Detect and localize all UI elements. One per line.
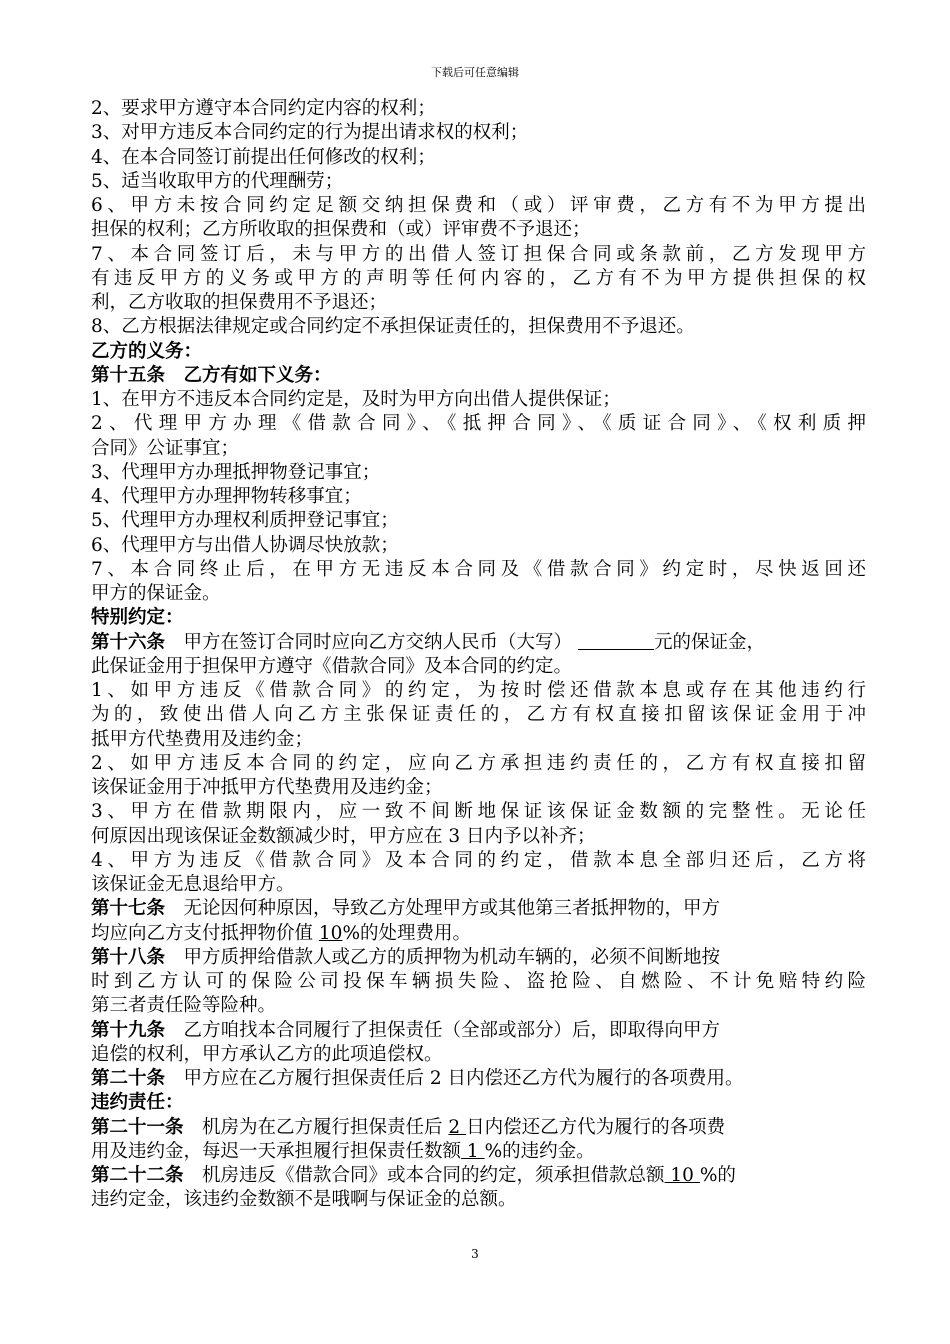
clause-line: [91, 922, 866, 946]
clause-line: 时到乙方认可的保险公司投保车辆损失险、盗抢险、自燃险、不计免赔特约险: [91, 971, 866, 992]
article-heading: 第十五条 乙方有如下义务：: [91, 364, 332, 386]
article-text: 元的保证金，: [654, 631, 766, 653]
clause-line: 有违反甲方的义务或甲方的声明等任何内容的，乙方有不为甲方提供担保的权: [91, 267, 866, 289]
clause-line: 2、要求甲方遵守本合同约定内容的权利；: [91, 98, 436, 119]
article-text: 无论因何种原因，导致乙方处理甲方或其他第三者抵押物的，甲方: [165, 898, 721, 920]
article-number: 第十六条: [91, 631, 166, 653]
article-17-line: [91, 897, 866, 921]
article-22-line: [91, 1164, 866, 1188]
article-text: 用及违约金，每迟一天承担履行担保责任数额: [91, 1140, 462, 1162]
article-text: 日内偿还乙方代为履行的各项费: [466, 1116, 726, 1138]
clause-line: 2、代理甲方办理《借款合同》、《抵押合同》、《质证合同》、《权利质押: [91, 413, 866, 435]
clause-line: 3、代理甲方办理抵押物登记事宜；: [91, 461, 381, 483]
penalty-percent: 1: [461, 1140, 485, 1162]
article-text: 甲方质押给借款人或乙方的质押物为机动车辆的，必须不间断地按: [165, 946, 721, 968]
document-body: [91, 97, 866, 1213]
page-header: 下载后可任意编辑: [431, 66, 519, 79]
article-text: 甲方应在乙方履行担保责任后 2 日内偿还乙方代为履行的各项费用。: [165, 1068, 744, 1089]
article-number: 第十九条: [91, 1019, 166, 1041]
article-text: %的违约金。: [484, 1140, 595, 1162]
days-value: 2: [448, 1116, 467, 1138]
clause-line: 该保证金无息退给甲方。: [91, 874, 295, 895]
article-number: 第二十条: [91, 1068, 166, 1089]
article-21-line: [91, 1116, 866, 1140]
clause-line: 合同》公证事宜；: [91, 437, 240, 459]
clause-line: 2、如甲方违反本合同的约定，应向乙方承担违约责任的，乙方有权直接扣留: [91, 752, 866, 774]
clause-line: 4、甲方为违反《借款合同》及本合同的约定，借款本息全部归还后，乙方将: [91, 849, 866, 871]
article-number: 第二十二条: [91, 1165, 184, 1186]
clause-line: 6、代理甲方与出借人协调尽快放款；: [91, 534, 399, 556]
section-heading: 特别约定：: [91, 607, 184, 629]
clause-line: 追偿的权利，甲方承认乙方的此项追偿权。: [91, 1043, 443, 1065]
article-text: %的: [699, 1165, 736, 1186]
clause-line: 6、甲方未按合同约定足额交纳担保费和（或）评审费，乙方有不为甲方提出: [91, 195, 866, 216]
clause-line: 第三者责任险等险种。: [91, 995, 277, 1017]
page-number: 3: [471, 1247, 479, 1261]
article-text: 甲方在签订合同时应向乙方交纳人民币（大写）: [165, 631, 573, 653]
article-16-line: [91, 631, 866, 655]
article-18-line: [91, 946, 866, 970]
article-text: 机房违反《借款合同》或本合同的约定，须承担借款总额: [183, 1165, 665, 1186]
clause-line: [91, 1140, 866, 1164]
article-number: 第十八条: [91, 946, 166, 968]
article-text: 均应向乙方支付抵押物价值: [91, 922, 319, 944]
clause-line: 1、如甲方违反《借款合同》的约定，为按时偿还借款本息或存在其他违约行: [91, 680, 866, 701]
article-text: %的处理费用。: [342, 922, 472, 944]
clause-line: 8、乙方根据法律规定或合同约定不承担保证责任的，担保费用不予退还。: [91, 316, 695, 338]
clause-line: 此保证金用于担保甲方遵守《借款合同》及本合同的约定。: [91, 655, 573, 677]
clause-line: 5、代理甲方办理权利质押登记事宜；: [91, 510, 399, 532]
clause-line: 利，乙方收取的担保费用不予退还；: [91, 292, 388, 313]
clause-line: 为的，致使出借人向乙方主张保证责任的，乙方有权直接扣留该保证金用于冲: [91, 704, 866, 726]
section-heading: 乙方的义务：: [91, 340, 203, 362]
clause-line: 违约定金，该违约金数额不是哦啊与保证金的总额。: [91, 1189, 517, 1211]
section-heading: 违约责任：: [91, 1092, 184, 1114]
article-text: 乙方咱找本合同履行了担保责任（全部或部分）后，即取得向甲方: [165, 1019, 721, 1041]
article-number: 第二十一条: [91, 1116, 184, 1138]
clause-line: 1、在甲方不违反本合同约定是，及时为甲方向出借人提供保证；: [91, 389, 621, 410]
fee-percent: 10: [318, 922, 343, 944]
clause-line: 4、在本合同签订前提出任何修改的权利；: [91, 146, 436, 168]
clause-line: 7、本合同终止后，在甲方无违反本合同及《借款合同》约定时，尽快返回还: [91, 558, 866, 580]
article-20-line: [91, 1067, 866, 1091]
deposit-percent: 10: [664, 1165, 700, 1186]
clause-line: 5、适当收取甲方的代理酬劳；: [91, 170, 344, 192]
clause-line: 7、本合同签订后，未与甲方的出借人签订担保合同或条款前，乙方发现甲方: [91, 243, 866, 265]
clause-line: 担保的权利；乙方所收取的担保费和（或）评审费不予退还；: [91, 219, 591, 241]
article-number: 第十七条: [91, 898, 166, 920]
clause-line: 抵甲方代垫费用及违约金；: [91, 728, 314, 750]
clause-line: 3、对甲方违反本合同约定的行为提出请求权的权利；: [91, 122, 529, 144]
clause-line: 甲方的保证金。: [91, 583, 221, 604]
clause-line: 何原因出现该保证金数额减少时，甲方应在 3 日内予以补齐；: [91, 825, 596, 847]
article-19-line: [91, 1019, 866, 1043]
amount-blank: [578, 632, 654, 650]
clause-line: 3、甲方在借款期限内，应一致不间断地保证该保证金数额的完整性。无论任: [91, 801, 866, 823]
article-text: 机房为在乙方履行担保责任后: [183, 1116, 449, 1138]
clause-line: 4、代理甲方办理押物转移事宜；: [91, 486, 362, 507]
clause-line: 该保证金用于冲抵甲方代垫费用及违约金；: [91, 777, 443, 798]
